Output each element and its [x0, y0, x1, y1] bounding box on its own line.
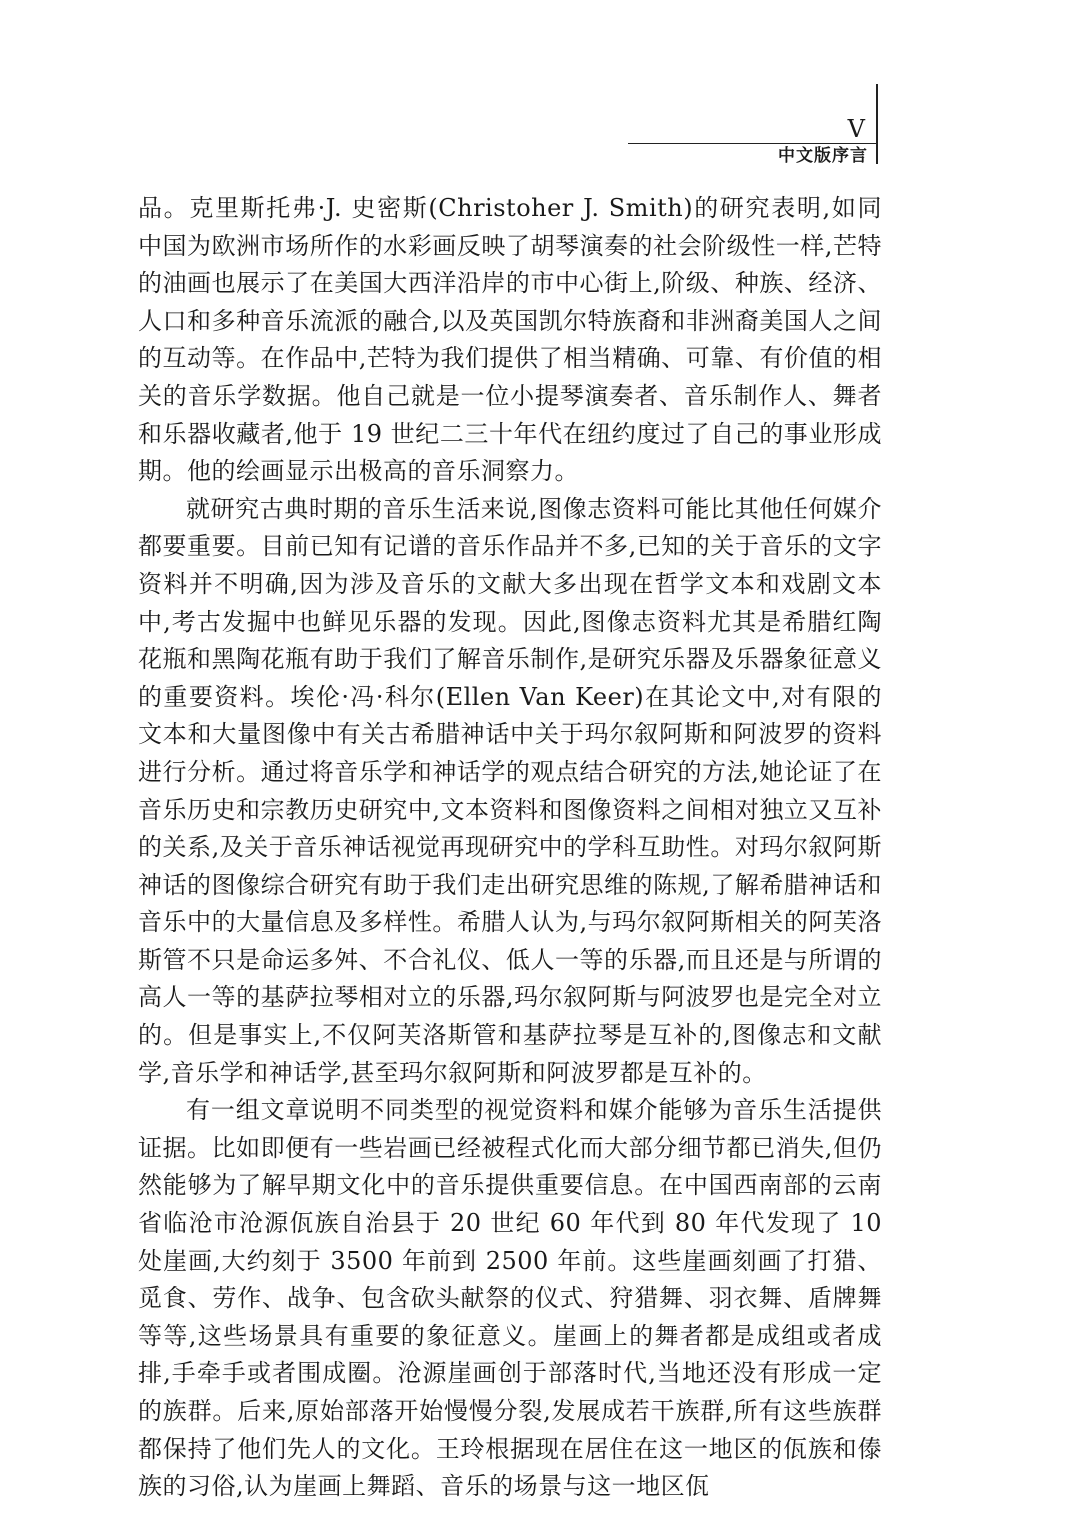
page-number: V — [847, 115, 866, 143]
paragraph-1: 品。克里斯托弗·J. 史密斯(Christoher J. Smith)的研究表明,如同中国为欧洲市场所作的水彩画反映了胡琴演奏的社会阶级性一样,芒特的油画也展示了在美国大西洋沿岸的市中心街上,阶级、种族、经济、人口和多种音乐流派的融合,以及英国凯尔特族裔和非洲裔美国人之间的互动等。在作品中,芒特为我们提供了相当精确、可靠、有价值的相关的音乐学数据。他自己就是一位小提琴演奏者、音乐制作人、舞者和乐器收藏者,他于 19 世纪二三十年代在纽约度过了自己的事业形成期。他的绘画显示出极高的音乐洞察力。 — [138, 194, 882, 486]
header-vertical-rule — [876, 84, 878, 164]
running-head: 中文版序言 — [778, 146, 868, 166]
paragraph-2: 就研究古典时期的音乐生活来说,图像志资料可能比其他任何媒介都要重要。目前已知有记谱的音乐作品并不多,已知的关于音乐的文字资料并不明确,因为涉及音乐的文献大多出现在哲学文本和戏剧文本中,考古发掘中也鲜见乐器的发现。因此,图像志资料尤其是希腊红陶花瓶和黑陶花瓶有助于我们了解音乐制作,是研究乐器及乐器象征意义的重要资料。埃伦·冯·科尔(Ellen Van Keer)在其论文中,对有限的文本和大量图像中有关古希腊神话中关于玛尔叙阿斯和阿波罗的资料进行分析。通过将音乐学和神话学的观点结合研究的方法,她论证了在音乐历史和宗教历史研究中,文本资料和图像资料之间相对独立又互补的关系,及关于音乐神话视觉再现研究中的学科互助性。对玛尔叙阿斯神话的图像综合研究有助于我们走出研究思维的陈规,了解希腊神话和音乐中的大量信息及多样性。希腊人认为,与玛尔叙阿斯相关的阿芙洛斯管不只是命运多舛、不合礼仪、低人一等的乐器,而且还是与所谓的高人一等的基萨拉琴相对立的乐器,玛尔叙阿斯与阿波罗也是完全对立的。但是事实上,不仅阿芙洛斯管和基萨拉琴是互补的,图像志和文献学,音乐学和神话学,甚至玛尔叙阿斯和阿波罗都是互补的。 — [138, 494, 882, 1087]
header-horizontal-rule — [628, 143, 878, 144]
paragraph-3: 有一组文章说明不同类型的视觉资料和媒介能够为音乐生活提供证据。比如即便有一些岩画已经被程式化而大部分细节都已消失,但仍然能够为了解早期文化中的音乐提供重要信息。在中国西南部的云南省临沧市沧源佤族自治县于 20 世纪 60 年代到 80 年代发现了 10 处崖画,大约刻于 3500 年前到 2500 年前。这些崖画刻画了打猎、觅食、劳作、战争、包含砍头献祭的仪式、狩猎舞、羽衣舞、盾牌舞等等,这些场景具有重要的象征意义。崖画上的舞者都是成组或者成排,手牵手或者围成圈。沧源崖画创于部落时代,当地还没有形成一定的族群。后来,原始部落开始慢慢分裂,发展成若干族群,所有这些族群都保持了他们先人的文化。王玲根据现在居住在这一地区的佤族和傣族的习俗,认为崖画上舞蹈、音乐的场景与这一地区佤 — [138, 1096, 882, 1501]
body-text — [138, 190, 882, 1506]
